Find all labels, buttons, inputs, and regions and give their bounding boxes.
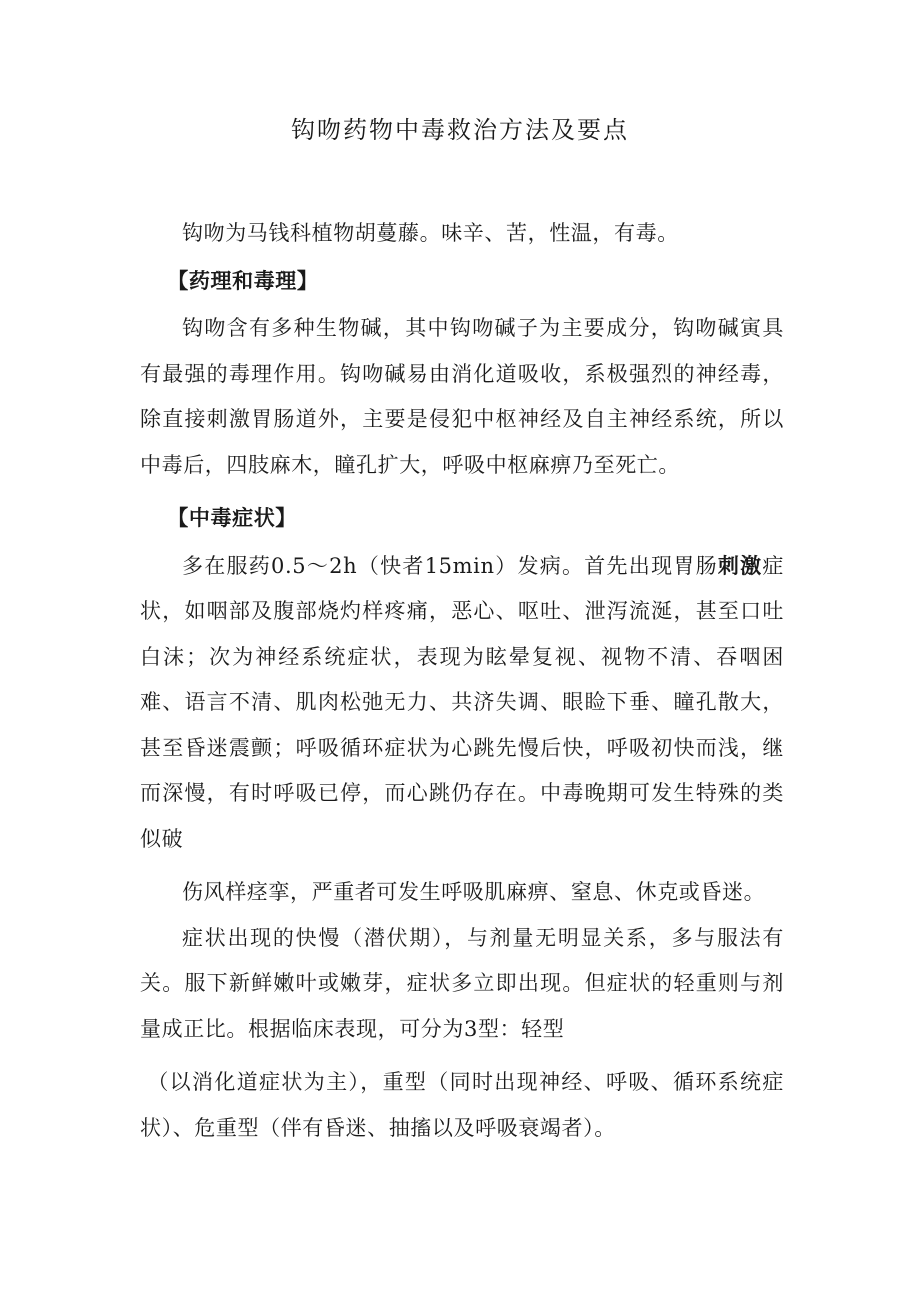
document-body (140, 211, 784, 1151)
latency-paragraph: 症状出现的快慢（潜伏期），与剂量无明显关系，多与服法有关。服下新鲜嫩叶或嫩芽，症状多立即出现。但症状的轻重则与剂量成正比。根据临床表现，可分为3型：轻型 (140, 925, 784, 1041)
symptoms-bold-word: 刺激 (717, 553, 763, 578)
symptoms-paragraph (140, 544, 784, 863)
section-heading-pharmacology: 【药理和毒理】 (167, 268, 319, 293)
symptoms-text-start: 多在服药0.5～2h（快者15min）发病。首先出现胃肠 (182, 553, 718, 578)
pharmacology-paragraph: 钩吻含有多种生物碱，其中钩吻碱子为主要成分，钩吻碱寅具有最强的毒理作用。钩吻碱易由消化道吸收，系极强烈的神经毒，除直接刺激胃肠道外，主要是侵犯中枢神经及自主神经系统，所以中毒后，四肢麻木，瞳孔扩大，呼吸中枢麻痹乃至死亡。 (140, 316, 784, 477)
document-title: 钩吻药物中毒救治方法及要点 (291, 116, 629, 144)
tetanus-paragraph: 伤风样痉挛，严重者可发生呼吸肌麻痹、窒息、休克或昏迷。 (182, 880, 766, 904)
section-heading-symptoms: 【中毒症状】 (167, 506, 297, 530)
intro-paragraph: 钩吻为马钱科植物胡蔓藤。味辛、苦，性温，有毒。 (182, 221, 679, 245)
types-paragraph: （以消化道症状为主），重型（同时出现神经、呼吸、循环系统症状）、危重型（伴有昏迷、抽搐以及呼吸衰竭者）。 (140, 1070, 784, 1140)
symptoms-text-end: 症状，如咽部及腹部烧灼样疼痛，恶心、呕吐、泄泻流涎，甚至口吐白沫；次为神经系统症状，表现为眩晕复视、视物不清、吞咽困难、语言不清、肌肉松弛无力、共济失调、眼睑下垂、瞳孔散大，甚至昏迷震颤；呼吸循环症状为心跳先慢后快，呼吸初快而浅，继而深慢，有时呼吸已停，而心跳仍存在。中毒晚期可发生特殊的类似破 (140, 553, 784, 851)
